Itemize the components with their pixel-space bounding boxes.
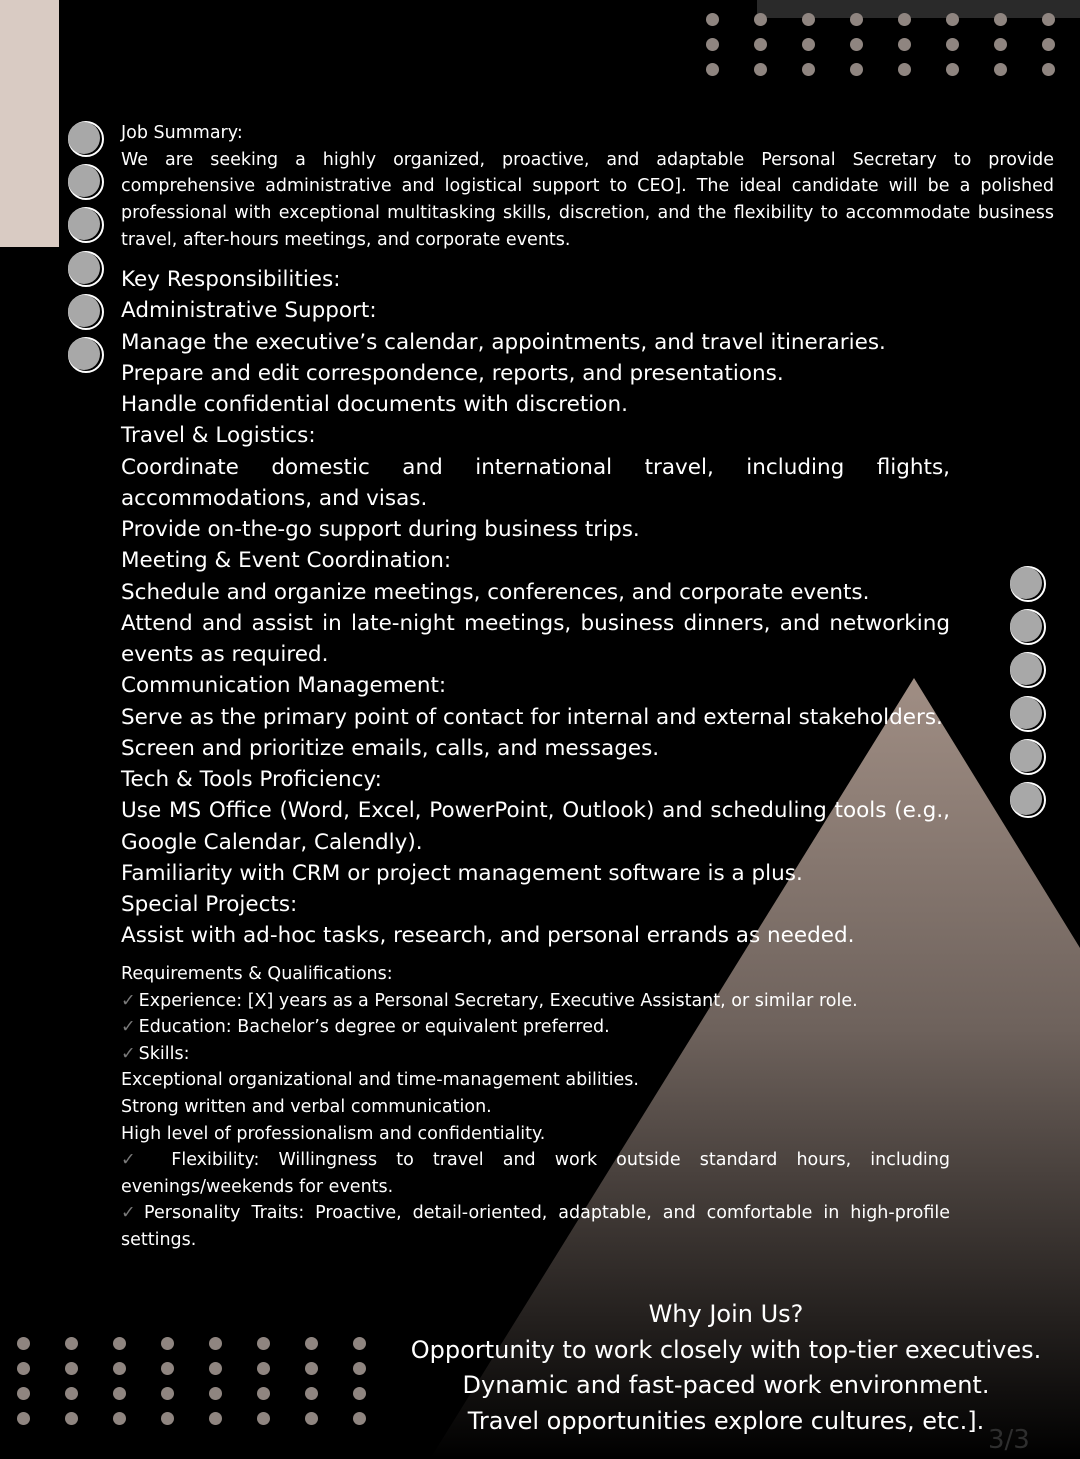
skill-line: Exceptional organizational and time-management abilities. [121, 1070, 639, 1091]
check-icon: ✓ [121, 1150, 150, 1171]
decorative-dot [209, 1412, 222, 1425]
responsibility-line: Use MS Office (Word, Excel, PowerPoint, Outlook) and scheduling tools (e.g., Google Calendar, Calendly). [121, 798, 950, 855]
decorative-dot [353, 1362, 366, 1375]
requirement-item-personality: ✓ Personality Traits: Proactive, detail-oriented, adaptable, and comfortable in high-profile settings. [121, 1203, 950, 1250]
moon-icon [1010, 739, 1046, 775]
job-summary-heading: Job Summary: [121, 123, 243, 143]
decorative-dot [209, 1362, 222, 1375]
decorative-dot [257, 1387, 270, 1400]
moon-icon [68, 121, 104, 157]
check-icon: ✓ [121, 1043, 136, 1064]
responsibility-line: Travel & Logistics: [121, 423, 316, 449]
decorative-dot [305, 1337, 318, 1350]
decorative-dot [994, 63, 1007, 76]
moon-icon [1010, 652, 1046, 688]
why-join-section [395, 1297, 1057, 1439]
responsibility-line: Coordinate domestic and international travel, including flights, accommodations, and visas. [121, 454, 950, 511]
decorative-dot [161, 1412, 174, 1425]
responsibility-line: Serve as the primary point of contact for internal and external stakeholders. [121, 704, 943, 730]
why-join-line: Travel opportunities explore cultures, etc.]. [467, 1406, 985, 1435]
moon-icon [1010, 566, 1046, 602]
moon-icon [68, 251, 104, 287]
requirement-item-education: ✓ Education: Bachelor’s degree or equivalent preferred. [121, 1017, 610, 1038]
responsibility-line: Provide on-the-go support during business trips. [121, 517, 640, 542]
moon-icon [1010, 782, 1046, 818]
responsibility-line: Communication Management: [121, 673, 447, 699]
moon-icon [68, 207, 104, 243]
decorative-dot [257, 1337, 270, 1350]
requirement-item-skills: ✓ Skills: [121, 1043, 190, 1064]
decorative-dot [1042, 63, 1055, 76]
page-number: 3/3 [988, 1425, 1030, 1455]
decorative-dot [65, 1362, 78, 1375]
why-join-heading: Why Join Us? [648, 1300, 804, 1328]
decorative-dot [706, 13, 719, 26]
decorative-dot [754, 13, 767, 26]
moon-icon [1010, 609, 1046, 645]
requirements-section [121, 961, 950, 1254]
skill-line: High level of professionalism and confidentiality. [121, 1123, 546, 1144]
decorative-dot [161, 1362, 174, 1375]
decorative-dot [898, 63, 911, 76]
decorative-dot [353, 1387, 366, 1400]
decorative-dot [305, 1387, 318, 1400]
decorative-dot [754, 63, 767, 76]
check-icon: ✓ [121, 1203, 142, 1224]
responsibility-line: Prepare and edit correspondence, reports, and presentations. [121, 360, 784, 386]
responsibility-line: Key Responsibilities: [121, 267, 341, 292]
decorative-dot [257, 1412, 270, 1425]
responsibility-line: Familiarity with CRM or project management software is a plus. [121, 860, 803, 886]
decorative-dot [209, 1387, 222, 1400]
decorative-dot [850, 63, 863, 76]
decorative-dot [209, 1337, 222, 1350]
decorative-dot [898, 38, 911, 51]
decorative-dot [113, 1337, 126, 1350]
decorative-dot [353, 1337, 366, 1350]
check-icon: ✓ [121, 1017, 136, 1038]
responsibility-line: Assist with ad-hoc tasks, research, and personal errands as needed. [121, 923, 855, 949]
decorative-dot [994, 38, 1007, 51]
responsibility-line: Schedule and organize meetings, conferences, and corporate events. [121, 579, 870, 605]
decorative-dot [305, 1362, 318, 1375]
decorative-dot [946, 13, 959, 26]
decorative-dot [17, 1337, 30, 1350]
decorative-dot [65, 1337, 78, 1350]
decorative-dot [17, 1387, 30, 1400]
decorative-dot [802, 13, 815, 26]
decorative-dot [994, 13, 1007, 26]
check-icon: ✓ [121, 990, 136, 1011]
decorative-dot [1042, 38, 1055, 51]
decorative-dot [113, 1362, 126, 1375]
decorative-dot [754, 38, 767, 51]
decorative-dot [802, 63, 815, 76]
responsibility-line: Tech & Tools Proficiency: [121, 767, 382, 792]
decorative-dot [17, 1362, 30, 1375]
decorative-dot [161, 1337, 174, 1350]
decorative-dot [65, 1412, 78, 1425]
decorative-dot [113, 1387, 126, 1400]
decorative-dot [706, 38, 719, 51]
decorative-dot [257, 1362, 270, 1375]
decorative-dot [802, 38, 815, 51]
decorative-dot [706, 63, 719, 76]
skill-line: Strong written and verbal communication. [121, 1096, 492, 1117]
decorative-dot [161, 1387, 174, 1400]
decorative-dot [113, 1412, 126, 1425]
decorative-dot [1042, 13, 1055, 26]
requirements-heading: Requirements & Qualifications: [121, 964, 393, 984]
decorative-dot [898, 13, 911, 26]
requirement-item-experience: ✓ Experience: [X] years as a Personal Secretary, Executive Assistant, or similar role. [121, 990, 858, 1011]
responsibility-line: Handle confidential documents with discretion. [121, 392, 628, 417]
responsibilities-section [121, 264, 950, 952]
moon-icon [68, 164, 104, 200]
moon-icon [68, 294, 104, 330]
decorative-dot [850, 13, 863, 26]
requirement-item-flexibility: ✓ Flexibility: Willingness to travel and work outside standard hours, including evenings/weekends for events. [121, 1150, 950, 1197]
decorative-dot [65, 1387, 78, 1400]
decorative-dot [353, 1412, 366, 1425]
why-join-line: Dynamic and fast-paced work environment. [462, 1371, 990, 1399]
decorative-dot [946, 63, 959, 76]
moon-icon [68, 337, 104, 373]
decorative-dot [305, 1412, 318, 1425]
responsibility-line: Administrative Support: [121, 298, 377, 324]
responsibility-line: Special Projects: [121, 892, 298, 917]
why-join-line: Opportunity to work closely with top-tier executives. [410, 1335, 1042, 1364]
responsibility-line: Meeting & Event Coordination: [121, 548, 452, 574]
job-summary-section [121, 120, 1054, 254]
responsibility-line: Manage the executive’s calendar, appointments, and travel itineraries. [121, 329, 886, 355]
decorative-dot [850, 38, 863, 51]
decorative-dot [946, 38, 959, 51]
responsibility-line: Screen and prioritize emails, calls, and messages. [121, 735, 660, 761]
moon-icon [1010, 696, 1046, 732]
job-summary-body: We are seeking a highly organized, proactive, and adaptable Personal Secretary to provide comprehensive administrative and logistical support to CEO]. The ideal candidate will be a polished professional with exceptional multitasking skills, discretion, and the flexibility to accommodate business travel, after-hours meetings, and corporate events. [121, 149, 1054, 250]
responsibility-line: Attend and assist in late-night meetings, business dinners, and networking events as required. [121, 610, 950, 667]
decorative-dot [17, 1412, 30, 1425]
